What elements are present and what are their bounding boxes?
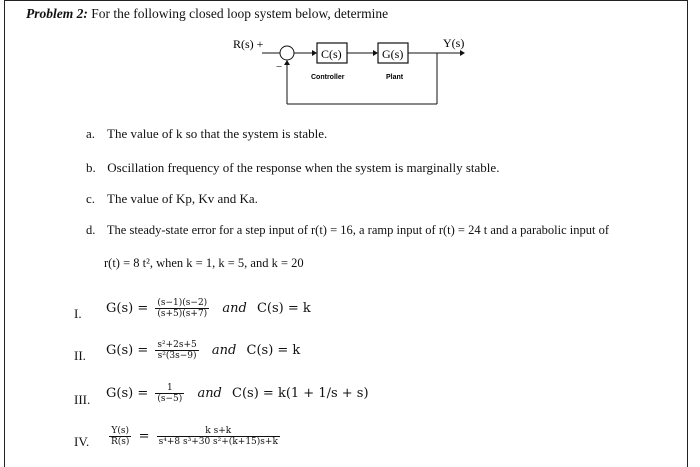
controller-caption: Controller — [311, 74, 345, 81]
case-i-fraction: $\frac{(s-1)(s-2)}{(s+5)(s+7)}$ — [157, 298, 208, 319]
minus-sign: − — [276, 61, 283, 73]
case-iv-label: IV. — [74, 434, 90, 449]
case-i-equation: G(s) = $\frac{(s-1)(s-2)}{(s+5)(s+7)}$ and C(s) = k — [106, 298, 311, 319]
question-d-text: The steady-state error for a step input of r(t) = 16, a ramp input of r(t) = 24 t and a parabolic input of — [106, 223, 610, 237]
input-label: R(s) + — [233, 37, 264, 51]
output-label: Y(s) — [443, 36, 465, 50]
case-i-label: I. — [74, 306, 82, 321]
question-c-text: The value of Kp, Kv and Ka. — [107, 191, 258, 206]
case-iii-label: III. — [74, 392, 91, 407]
controller-label: C(s) — [321, 47, 342, 61]
case-ii-equation: G(s) = $\frac{\text{s²+2s+5}}{\text{s²(3s−9)}}$ and C(s) = k — [106, 340, 301, 361]
case-iv-equation: $\frac{Y(s)}{R(s)}$ = $\frac{\text{k s+k}}{\text{s⁴+8 s³+30 s²+(k+15)s+k}}$ — [111, 426, 278, 447]
question-d: d. The steady-state error for a step input of r(t) = 16, a ramp input of r(t) = 24 t and a parabolic input of — [86, 223, 610, 237]
summing-junction — [280, 46, 294, 60]
question-a: a. The value of k so that the system is stable. — [86, 126, 328, 141]
block-diagram — [0, 0, 700, 120]
problem-text: For the following closed loop system below, determine — [91, 6, 389, 21]
case-iv-lhs-fraction: $\frac{Y(s)}{R(s)}$ — [111, 426, 130, 447]
case-iii-fraction: $\frac{1}{(s-5)}$ — [157, 383, 183, 404]
question-b-text: Oscillation frequency of the response when the system is marginally stable. — [107, 160, 500, 175]
problem-label: Problem 2: — [26, 6, 88, 21]
question-c: c. The value of Kp, Kv and Ka. — [86, 191, 258, 206]
case-iv-rhs-fraction: $\frac{\text{k s+k}}{\text{s⁴+8 s³+30 s²+(k+15)s+k}}$ — [158, 426, 278, 447]
case-ii-label: II. — [74, 348, 86, 363]
question-a-text: The value of k so that the system is stable. — [107, 126, 328, 141]
question-b: b. Oscillation frequency of the response when the system is marginally stable. — [86, 160, 500, 175]
plant-label: G(s) — [382, 47, 404, 61]
question-d-continued: r(t) = 8 t², when k = 1, k = 5, and k = 20 — [104, 256, 304, 270]
case-iii-equation: G(s) = $\frac{1}{(s-5)}$ and C(s) = k(1 + 1/s + s) — [106, 383, 369, 404]
plant-caption: Plant — [386, 74, 404, 81]
case-ii-fraction: $\frac{\text{s²+2s+5}}{\text{s²(3s−9)}}$ — [157, 340, 197, 361]
